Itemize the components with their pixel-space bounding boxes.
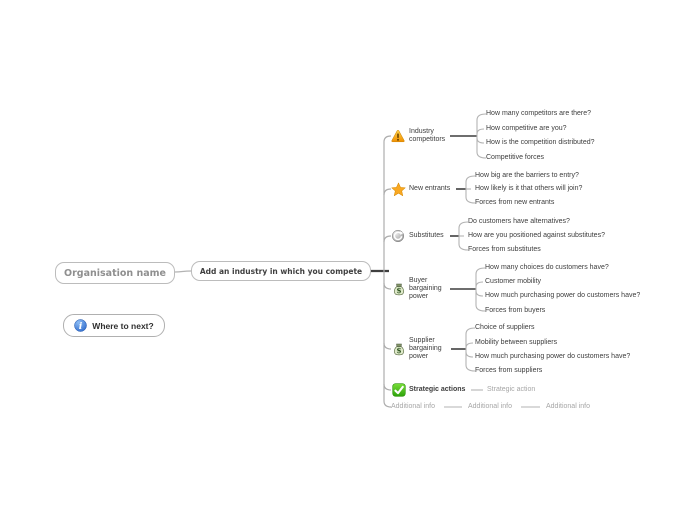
subtopic[interactable]: Forces from buyers xyxy=(485,307,546,314)
add-industry-node[interactable] xyxy=(191,261,371,281)
branch-label-additional-info[interactable]: Additional info xyxy=(391,403,435,410)
checkmark-icon xyxy=(392,383,406,397)
subtopic[interactable]: Additional info xyxy=(468,403,512,410)
subtopic[interactable]: Additional info xyxy=(546,403,590,410)
subtopic[interactable]: How likely is it that others will join? xyxy=(475,185,583,192)
branch-label-new-entrants[interactable]: New entrants xyxy=(409,185,451,192)
svg-text:$: $ xyxy=(396,346,402,356)
money-bag-icon xyxy=(392,282,406,296)
subtopic[interactable]: How many competitors are there? xyxy=(486,110,592,117)
subtopic[interactable]: How much purchasing power do customers have? xyxy=(485,292,641,299)
subtopic[interactable]: Choice of suppliers xyxy=(475,324,535,331)
subtopic[interactable]: Customer mobility xyxy=(485,278,542,285)
organisation-name-label: Organisation name xyxy=(64,267,166,279)
info-icon xyxy=(74,319,87,332)
branch-label-supplier-bargaining-power[interactable]: Supplier bargaining power xyxy=(409,337,442,360)
organisation-name-node[interactable] xyxy=(55,262,175,284)
star-icon xyxy=(391,182,406,197)
subtopic[interactable]: How much purchasing power do customers have? xyxy=(475,353,631,360)
subtopic[interactable]: How big are the barriers to entry? xyxy=(475,172,579,179)
subtopic[interactable]: Mobility between suppliers xyxy=(475,339,558,346)
money-bag-icon xyxy=(392,342,406,356)
branch-label-industry-competitors[interactable]: Industry competitors xyxy=(409,128,446,143)
svg-text:i: i xyxy=(78,321,83,332)
refresh-icon xyxy=(391,229,405,243)
add-industry-label: Add an industry in which you compete xyxy=(199,266,363,276)
branch-label-buyer-bargaining-power[interactable]: Buyer bargaining power xyxy=(409,277,442,300)
svg-text:$: $ xyxy=(396,286,402,296)
where-to-next-label: Where to next? xyxy=(92,320,154,331)
warning-icon xyxy=(391,129,405,143)
subtopic[interactable]: Forces from new entrants xyxy=(475,199,555,206)
subtopic[interactable]: How is the competition distributed? xyxy=(486,139,595,146)
subtopic[interactable]: Forces from suppliers xyxy=(475,367,543,374)
branch-label-substitutes[interactable]: Substitutes xyxy=(409,232,444,239)
subtopic[interactable]: How many choices do customers have? xyxy=(485,264,609,271)
where-to-next-node[interactable] xyxy=(63,314,165,337)
subtopic[interactable]: Competitive forces xyxy=(486,154,544,161)
subtopic[interactable]: How are you positioned against substitutes? xyxy=(468,232,605,239)
subtopic[interactable]: Strategic action xyxy=(487,386,536,393)
subtopic[interactable]: How competitive are you? xyxy=(486,125,567,132)
subtopic[interactable]: Forces from substitutes xyxy=(468,246,541,253)
branch-label-strategic-actions[interactable]: Strategic actions xyxy=(409,386,466,393)
subtopic[interactable]: Do customers have alternatives? xyxy=(468,218,570,225)
